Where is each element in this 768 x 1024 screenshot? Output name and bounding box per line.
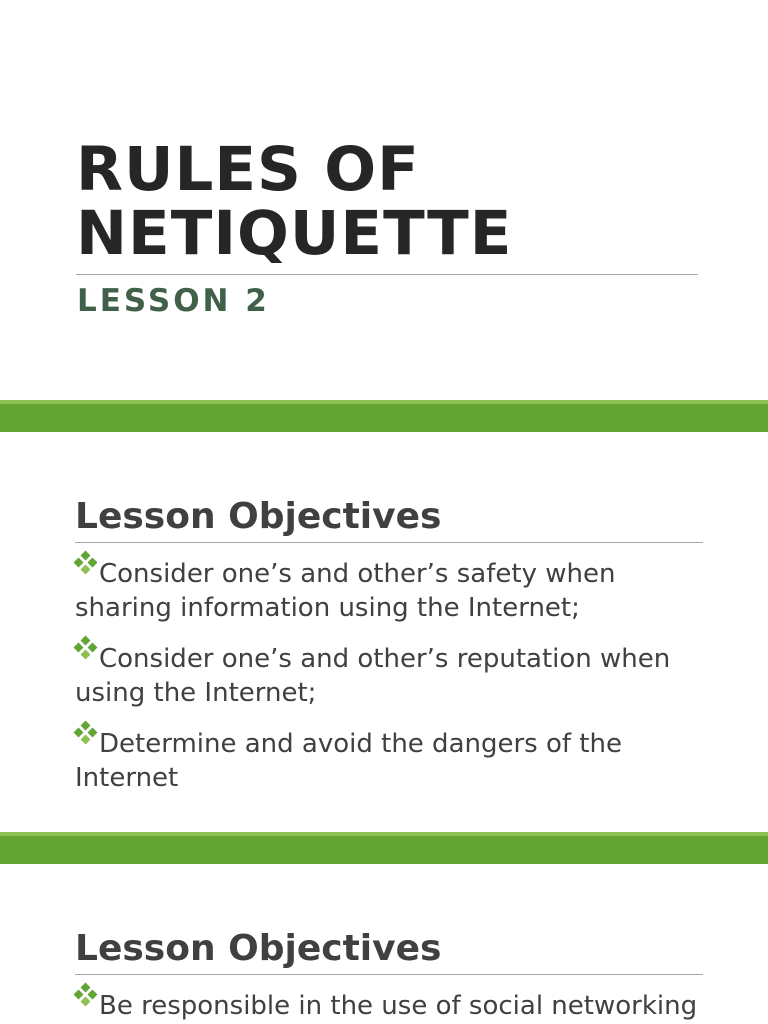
objectives-slide <box>0 432 768 832</box>
list-item <box>75 637 715 710</box>
diamond-cluster-icon <box>75 552 97 574</box>
list-item <box>75 722 715 795</box>
title-divider <box>76 274 698 275</box>
slide-separator <box>0 400 768 432</box>
slide-title-line-2: NETIQUETTE <box>76 198 513 269</box>
list-item-text: Determine and avoid the dangers of the Internet <box>75 729 622 793</box>
list-item-text: Be responsible in the use of social networking <box>99 991 698 1021</box>
bullet-list <box>75 984 715 1024</box>
diamond-cluster-icon <box>75 722 97 744</box>
slide-title-line-1: RULES OF <box>76 134 420 205</box>
objectives-slide <box>0 864 768 1024</box>
list-item <box>75 552 715 625</box>
slide-separator <box>0 832 768 864</box>
diamond-cluster-icon <box>75 637 97 659</box>
bullet-list <box>75 552 715 807</box>
list-item <box>75 984 715 1023</box>
slide-title <box>76 134 716 269</box>
diamond-cluster-icon <box>75 984 97 1006</box>
heading-divider <box>75 542 703 543</box>
slide-heading: Lesson Objectives <box>75 496 442 537</box>
slide-subtitle: LESSON 2 <box>77 283 270 319</box>
list-item-text: Consider one’s and other’s safety when sharing information using the Internet; <box>75 559 616 623</box>
list-item-text: Consider one’s and other’s reputation when using the Internet; <box>75 644 671 708</box>
heading-divider <box>75 974 703 975</box>
title-slide <box>0 0 768 400</box>
slide-heading: Lesson Objectives <box>75 928 442 969</box>
